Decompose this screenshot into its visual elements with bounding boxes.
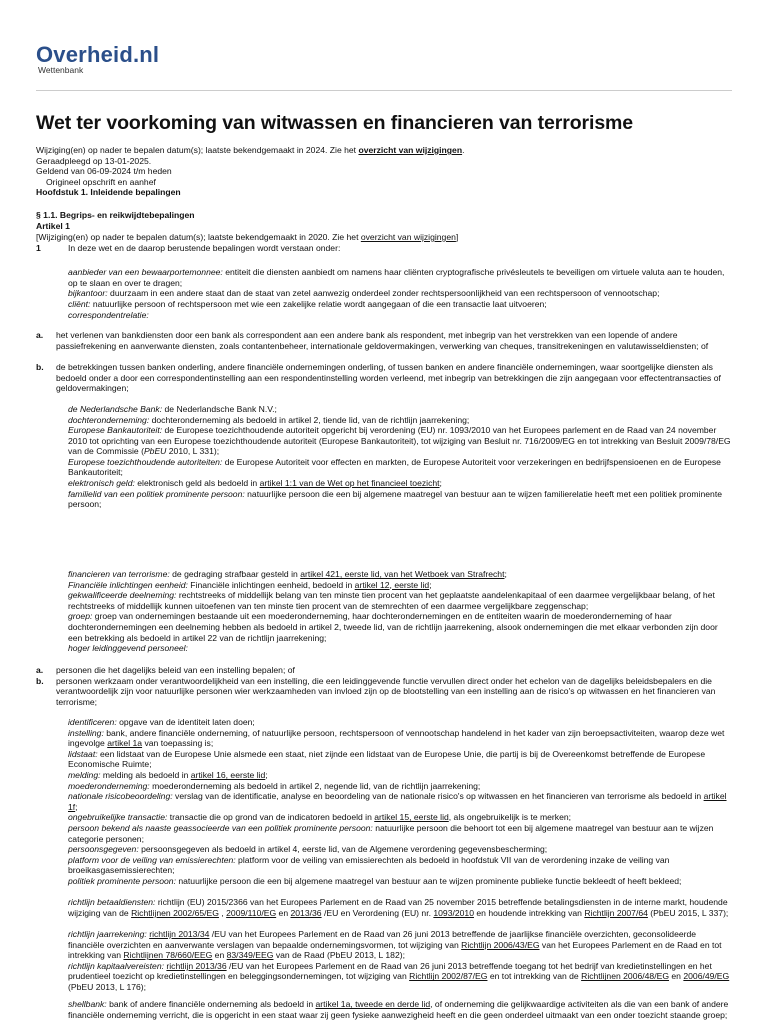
definition-identify xyxy=(68,717,732,728)
def-term: shellbank: xyxy=(68,999,107,1009)
directive-link[interactable]: richtlijn 2013/34 xyxy=(149,929,210,939)
directive-link[interactable]: Richtlijn 2006/43/EG xyxy=(461,939,540,950)
definition-risk-assessment xyxy=(68,791,732,812)
def-text: en tot intrekking van de xyxy=(487,971,582,982)
def-term: bijkantoor: xyxy=(68,288,108,299)
original-heading-link[interactable]: Origineel opschrift en aanhef xyxy=(46,176,156,187)
def-text: en xyxy=(669,971,684,982)
def-text: duurzaam in een andere staat dan de staat van zetel aanwezig onderdeel zonder rechtspersoonlijkheid van een rechtspersoon of vennootschap; xyxy=(107,288,660,299)
def-term: platform voor de veiling van emissierechten: xyxy=(68,854,236,865)
def-term: gekwalificeerde deelneming: xyxy=(68,590,177,601)
definition-member-state xyxy=(68,749,732,770)
definition-pep xyxy=(68,876,732,887)
def-term: groep: xyxy=(68,611,93,622)
list-label: a. xyxy=(36,665,44,675)
list-item: de betrekkingen tussen banken onderling, andere financiële ondernemingen onderling, of tussen banken en andere financiële ondernemingen, waar soortgelijke diensten als bedoeld onder a door een correspondentinstelling aan een respondentinstelling worden verleend, met inbegrip van betrekkingen die zijn aangegaan voor effectentransacties of geldovermakingen; xyxy=(56,362,721,394)
header-divider xyxy=(36,90,732,91)
def-text: en xyxy=(212,950,227,961)
definition-correspondent xyxy=(68,310,732,321)
list-item: personen werkzaam onder verantwoordelijkheid van een instelling, die een leidinggevende functie vervullen direct onder het echelon van de dagelijks beleidsbepalers en die verantwoordelijk zijn voor natuurlijke personen wier werkzaamheden van invloed zijn op de blootstelling van een instelling aan de risico's op witwassen en het financieren van terrorisme; xyxy=(56,675,716,707)
law-link[interactable]: artikel 1:1 van de Wet op het financieel toezicht xyxy=(259,478,440,488)
def-text: richtlijn (EU) 2015/2366 van het Europees Parlement en de Raad van 25 november 2015 betreffende betalingsdiensten in de interne markt, houdende wijziging van de xyxy=(68,897,728,918)
def-text: melding als bedoeld in xyxy=(100,770,191,780)
def-term: melding: xyxy=(68,770,101,780)
definition-group xyxy=(68,611,732,643)
def-term: Europese toezichthoudende autoriteiten: xyxy=(68,456,223,467)
list-label: b. xyxy=(36,362,44,372)
definition-eba xyxy=(68,425,732,457)
article-change-text: [Wijziging(en) op nader te bepalen datum(s); laatste bekendgemaakt in 2020. Zie het xyxy=(36,232,361,242)
def-term: financieren van terrorisme: xyxy=(68,569,170,579)
def-text: ; xyxy=(429,579,432,590)
law-link[interactable]: artikel 1a xyxy=(107,738,143,749)
definition-senior-management xyxy=(68,643,732,654)
definition-report xyxy=(68,770,732,781)
def-term: cliënt: xyxy=(68,299,91,309)
law-link[interactable]: artikel 15, eerste lid xyxy=(374,812,449,823)
directive-link[interactable]: 83/349/EEG xyxy=(226,950,274,961)
def-term: hoger leidinggevend personeel: xyxy=(68,643,188,654)
article-change-notice xyxy=(36,232,458,243)
def-text: de Europese toezichthoudende autoriteit opgericht bij verordening (EU) nr. 1093/2010 van het Europees parlement en de Raad van 24 november 2010 tot oprichting van een Europese toezichthoudende autoriteit (Europese Bankautoriteit), tot wijziging van Besluit nr. 716/2009/EG en tot intrekking van Besluit 2009/78/EG van de Commissie ( xyxy=(68,425,731,457)
def-term: familielid van een politiek prominente persoon: xyxy=(68,488,245,499)
list-label: a. xyxy=(36,330,44,340)
def-text: natuurlijke persoon die behoort tot een bij algemene maatregel van bestuur aan te wijzen categorie personen; xyxy=(68,823,714,844)
def-term: lidstaat: xyxy=(68,748,98,759)
directive-link[interactable]: Richtlijnen 78/660/EEG xyxy=(123,950,213,961)
definition-esas xyxy=(68,457,732,478)
definition-auction-platform xyxy=(68,855,732,876)
def-text: dochteronderneming als bedoeld in artikel 2, tiende lid, van de richtlijn jaarrekening; xyxy=(149,414,470,425)
definition-fiu xyxy=(68,580,732,591)
article-heading: Artikel 1 xyxy=(36,221,70,231)
def-term: aanbieder van een bewaarportemonnee: xyxy=(68,267,223,277)
def-term: instelling: xyxy=(68,727,104,738)
def-text: ; xyxy=(75,801,78,812)
def-term: dochteronderneming: xyxy=(68,414,150,425)
definition-family-member xyxy=(68,489,732,510)
def-term: elektronisch geld: xyxy=(68,478,135,488)
def-text: de gedraging strafbaar gesteld in xyxy=(169,569,301,579)
consulted-date: Geraadpleegd op 13-01-2025. xyxy=(36,155,152,166)
directive-link[interactable]: Richtlijnen 2002/65/EG xyxy=(131,907,219,918)
law-link[interactable]: artikel 16, eerste lid xyxy=(190,770,266,780)
def-text: ; xyxy=(265,770,268,780)
directive-link[interactable]: 2009/110/EG xyxy=(226,907,277,918)
directive-link[interactable]: richtlijn 2013/36 xyxy=(166,960,227,971)
logo-subtitle: Wettenbank xyxy=(38,65,84,75)
def-term: moederonderneming: xyxy=(68,780,150,791)
def-text: en houdende intrekking van xyxy=(473,907,585,918)
directive-link[interactable]: Richtlijnen 2006/48/EG xyxy=(581,971,670,982)
def-text: , als ongebruikelijk is te merken; xyxy=(448,812,572,823)
def-text: /EU van het Europees Parlement en de Raad van 26 juni 2013 betreffende de jaarlijkse financiële overzichten, geconsolideerde financiële overzichten en aanverwante verslagen van bepaalde ondernemingsvormen, tot wijziging van xyxy=(68,929,697,950)
def-text: transactie die op grond van de indicatoren bedoeld in xyxy=(167,812,375,823)
definition-emoney xyxy=(68,478,732,489)
def-text: rechtstreeks of middellijk belang van ten minste tien procent van het geplaatste aandelenkapitaal of een daarmee vergelijkbaar belang, of het rechtstreeks of middellijk kunnen uitoefenen van ten minste tien procent van de stemrechten of een daarmee vergelijkbare zeggenschap; xyxy=(68,590,715,611)
item-text: In deze wet en de daarop berustende bepalingen wordt verstaan onder: xyxy=(68,243,341,253)
def-text: de Europese Autoriteit voor effecten en markten, de Europese Autoriteit voor verzekeringen en bedrijfspensioenen en de Europese Bankautoriteit; xyxy=(68,456,721,478)
change-notice-end: . xyxy=(462,145,465,155)
def-text: persoonsgegeven als bedoeld in artikel 4, eerste lid, van de Algemene verordening gegevensbescherming; xyxy=(138,844,548,855)
overheid-logo[interactable] xyxy=(36,44,159,75)
def-term: correspondentrelatie: xyxy=(68,309,149,320)
def-text: /EU en Verordening (EU) nr. xyxy=(321,907,434,918)
def-text: verslag van de identificatie, analyse en beoordeling van de nationale risico's op witwassen en het financieren van terrorisme als bedoeld in xyxy=(172,791,704,802)
law-link[interactable]: artikel 421, eerste lid, van het Wetboek van Strafrecht xyxy=(300,569,505,579)
definition-branch xyxy=(68,288,732,299)
def-text: ; xyxy=(439,478,442,488)
def-term: persoonsgegeven: xyxy=(68,844,139,855)
def-term: persoon bekend als naaste geassocieerde van een politiek prominente persoon: xyxy=(68,823,373,833)
def-text: groep van ondernemingen bestaande uit een moederonderneming, haar dochterondernemingen en de entiteiten waarin de moederonderneming of haar dochterondernemingen een deelneming hebben als bedoeld in artikel 2, tweede lid, van de richtlijn jaarrekening, alsook ondernemingen die met elkaar verbonden zijn door een betrekking als bedoeld in artikel 22 van de richtlijn jaarrekening; xyxy=(68,611,718,643)
def-text: een lidstaat van de Europese Unie alsmede een staat, niet zijnde een lidstaat van de Europese Unie, die partij is bij de Overeenkomst betreffende de Europese Economische Ruimte; xyxy=(68,748,706,770)
regulation-link[interactable]: 1093/2010 xyxy=(433,907,474,918)
definition-payment-services xyxy=(68,897,732,918)
law-link[interactable]: artikel 12, eerste lid xyxy=(354,579,430,590)
changes-overview-link[interactable]: overzicht van wijzigingen xyxy=(358,145,463,155)
definition-qualified-holding xyxy=(68,590,732,611)
def-term: Financiële inlichtingen eenheid: xyxy=(68,579,188,590)
definition-capital-requirements xyxy=(68,961,732,993)
def-term: ongebruikelijke transactie: xyxy=(68,812,168,823)
def-term: de Nederlandsche Bank: xyxy=(68,404,163,414)
definition-annual-accounts xyxy=(68,929,732,961)
directive-link[interactable]: 2013/36 xyxy=(290,907,322,918)
change-notice xyxy=(36,145,464,156)
list-item: het verlenen van bankdiensten door een bank als correspondent aan een andere bank als respondent, met inbegrip van het verstrekken van een lopende of andere passiefrekening en aanverwante diensten, zoals contantenbeheer, internationale geldovermakingen, verwerking van cheques, transitrekeningen en valutawisseldiensten; of xyxy=(56,330,709,351)
definition-institution xyxy=(68,728,732,749)
def-term: politiek prominente persoon: xyxy=(68,876,176,886)
def-text: bank, andere financiële onderneming, of natuurlijke persoon, rechtspersoon of vennootschap handelend in het kader van zijn beroepsactiviteiten, waarop deze wet ingevolge xyxy=(68,727,725,749)
def-term: Europese Bankautoriteit: xyxy=(68,425,163,436)
directive-link[interactable]: 2006/49/EG xyxy=(683,971,730,982)
def-text: en xyxy=(276,907,291,918)
chapter-heading: Hoofdstuk 1. Inleidende bepalingen xyxy=(36,187,181,198)
def-text: de Nederlandsche Bank N.V.; xyxy=(162,404,277,414)
law-link[interactable]: artikel 1a, tweede en derde lid xyxy=(315,999,431,1009)
page-title: Wet ter voorkoming van witwassen en financieren van terrorisme xyxy=(36,112,634,134)
logo-text: Overheid.nl xyxy=(36,42,160,67)
def-term: nationale risicobeoordeling: xyxy=(68,791,173,802)
def-text: elektronisch geld als bedoeld in xyxy=(134,478,260,488)
definition-shell-bank xyxy=(68,999,732,1020)
definition-parent xyxy=(68,781,732,792)
def-text: , xyxy=(218,907,227,918)
list-item: personen die het dagelijks beleid van een instelling bepalen; of xyxy=(56,665,295,675)
def-text: moederonderneming als bedoeld in artikel 2, negende lid, van de richtlijn jaarrekening; xyxy=(149,780,481,791)
def-term: richtlijn kapitaalvereisten: xyxy=(68,960,165,971)
def-text: (PbEU 2015, L 337); xyxy=(647,907,729,918)
def-text: van de Raad (PbEU 2013, L 182); xyxy=(273,950,405,961)
def-text: platform voor de veiling van emissierechten als bedoeld in hoofdstuk VII van de verordening inzake de veiling van broeikasgasemissierechten; xyxy=(68,854,670,876)
definition-terror-financing xyxy=(68,569,732,580)
def-term: identificeren: xyxy=(68,717,117,727)
def-text: natuurlijke persoon of rechtspersoon met wie een zakelijke relatie wordt aangegaan of die een transactie laat uitvoeren; xyxy=(90,299,547,309)
def-term: richtlijn betaaldiensten: xyxy=(68,897,156,908)
def-text: 2010, L 331); xyxy=(166,446,220,457)
definition-unusual-transaction xyxy=(68,812,732,823)
change-notice-text: Wijziging(en) op nader te bepalen datum(s); laatste bekendgemaakt in 2024. Zie het xyxy=(36,145,359,155)
def-text: van toepassing is; xyxy=(142,738,214,749)
def-text: ; xyxy=(504,569,507,579)
def-text: van het Europees Parlement en de Raad en tot intrekking van xyxy=(68,939,722,961)
item-number: 1 xyxy=(36,243,41,253)
definition-wallet xyxy=(68,267,732,288)
definition-associate xyxy=(68,823,732,844)
list-label: b. xyxy=(36,675,44,686)
def-text: /EU van het Europees Parlement en de Raad van 26 juni 2013 betreffende toegang tot het bedrijf van kredietinstellingen en het prudentieel toezicht op kredietinstellingen en beleggingsondernemingen, tot wijziging van xyxy=(68,960,712,982)
def-text: entiteit die diensten aanbiedt om namens haar cliënten cryptografische privésleutels te beveiligen om virtuele valuta aan te houden, op te slaan en over te dragen; xyxy=(68,267,725,288)
definition-client xyxy=(68,299,732,310)
valid-period: Geldend van 06-09-2024 t/m heden xyxy=(36,166,172,177)
def-text: natuurlijke persoon die een bij algemene maatregel van bestuur aan te wijzen familierelatie heeft met een politiek prominente persoon; xyxy=(68,488,722,510)
directive-link[interactable]: Richtlijn 2002/87/EG xyxy=(409,971,488,982)
article-change-end: ] xyxy=(455,232,459,242)
def-text: Financiële inlichtingen eenheid, bedoeld in xyxy=(187,579,355,590)
section-heading: § 1.1. Begrips- en reikwijdtebepalingen xyxy=(36,210,195,220)
law-link[interactable]: artikel 1f xyxy=(68,791,727,812)
article-changes-link[interactable]: overzicht van wijzigingen xyxy=(360,232,456,242)
definition-personal-data xyxy=(68,844,732,855)
def-text: (PbEU 2013, L 176); xyxy=(68,981,147,992)
def-pbeu: PbEU xyxy=(143,446,167,457)
definition-dnb xyxy=(68,404,732,415)
definition-subsidiary xyxy=(68,415,732,426)
def-text: natuurlijke persoon die een bij algemene maatregel van bestuur aan te wijzen prominente publieke functie bekleedt of heeft bekleed; xyxy=(175,876,682,886)
directive-link[interactable]: Richtlijn 2007/64 xyxy=(584,907,648,918)
def-term: richtlijn jaarrekening: xyxy=(68,929,147,939)
def-text: bank of andere financiële onderneming als bedoeld in xyxy=(106,999,316,1009)
def-text: opgave van de identiteit laten doen; xyxy=(116,717,255,727)
def-text: , of onderneming die gelijkwaardige activiteiten als die van een bank of andere financiële onderneming verricht, die is opgericht in een staat waar zij geen fysieke aanwezigheid heeft en die geen onderdeel uitmaakt van een onder toezicht staande groep; xyxy=(68,999,729,1020)
